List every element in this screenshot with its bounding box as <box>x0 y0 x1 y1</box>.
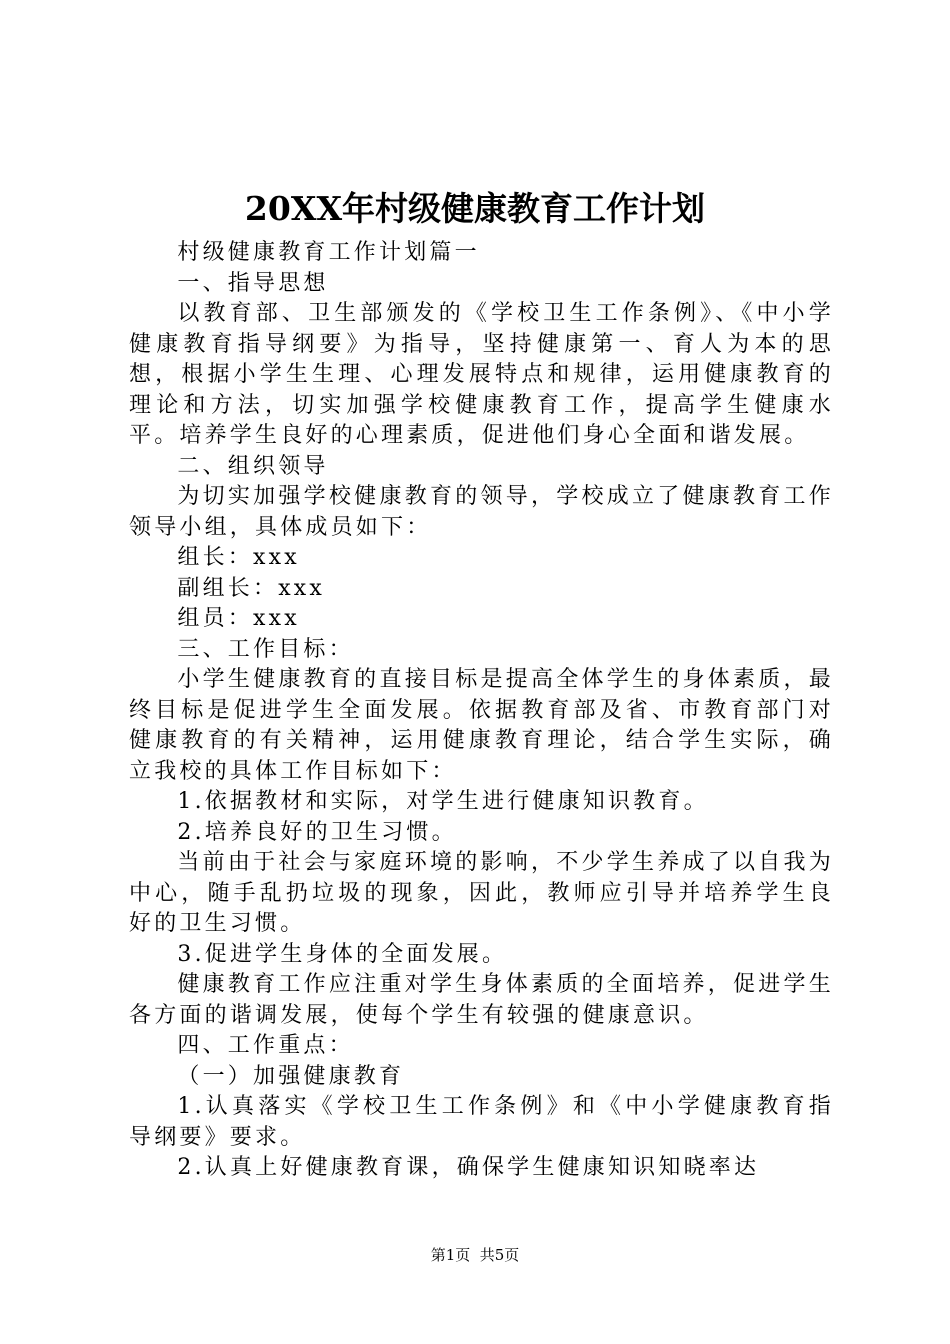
list-item: 副组长：xxx <box>177 575 326 601</box>
list-item: 3.促进学生身体的全面发展。 <box>177 941 508 967</box>
document-title: 20XX年村级健康教育工作计划 <box>244 189 706 228</box>
paragraph: 健康教育工作应注重对学生身体素质的全面培养，促进学生各方面的谐调发展，使每个学生有较强的健康意识。 <box>129 972 834 1028</box>
section-heading: 三、工作目标： <box>177 636 354 662</box>
list-item: 1.依据教材和实际，对学生进行健康知识教育。 <box>177 789 709 814</box>
paragraph: 为切实加强学校健康教育的领导，学校成立了健康教育工作领导小组，具体成员如下： <box>129 484 834 540</box>
paragraph: 小学生健康教育的直接目标是提高全体学生的身体素质，最终目标是促进学生全面发展。依据教育部及省、市教育部门对健康教育的有关精神，运用健康教育理论，结合学生实际，确立我校的具体工作目标如下： <box>129 667 834 784</box>
page-number-label: 第1页 共5页 <box>430 1246 520 1264</box>
list-item: 2.认真上好健康教育课，确保学生健康知识知晓率达 <box>177 1155 760 1180</box>
section-heading: 村级健康教育工作计划篇一 <box>177 240 480 265</box>
section-heading: 二、组织领导 <box>177 453 329 479</box>
section-heading: 一、指导思想 <box>177 270 329 296</box>
list-item: 1.认真落实《学校卫生工作条例》和《中小学健康教育指导纲要》要求。 <box>129 1094 834 1150</box>
document-body <box>129 238 834 1184</box>
list-item: 组员：xxx <box>177 606 300 631</box>
list-item: 2.培养良好的卫生习惯。 <box>177 819 457 845</box>
list-item: 组长：xxx <box>177 545 300 570</box>
page-footer <box>0 1245 950 1265</box>
subsection-heading: （一）加强健康教育 <box>177 1063 405 1089</box>
section-heading: 四、工作重点： <box>177 1033 354 1058</box>
paragraph: 当前由于社会与家庭环境的影响，不少学生养成了以自我为中心，随手乱扔垃圾的现象，因此，教师应引导并培养学生良好的卫生习惯。 <box>129 850 834 936</box>
paragraph: 以教育部、卫生部颁发的《学校卫生工作条例》、《中小学健康教育指导纲要》为指导，坚持健康第一、育人为本的思想，根据小学生生理、心理发展特点和规律，运用健康教育的理论和方法，切实加强学校健康教育工作，提高学生健康水平。培养学生良好的心理素质，促进他们身心全面和谐发展。 <box>129 301 834 448</box>
